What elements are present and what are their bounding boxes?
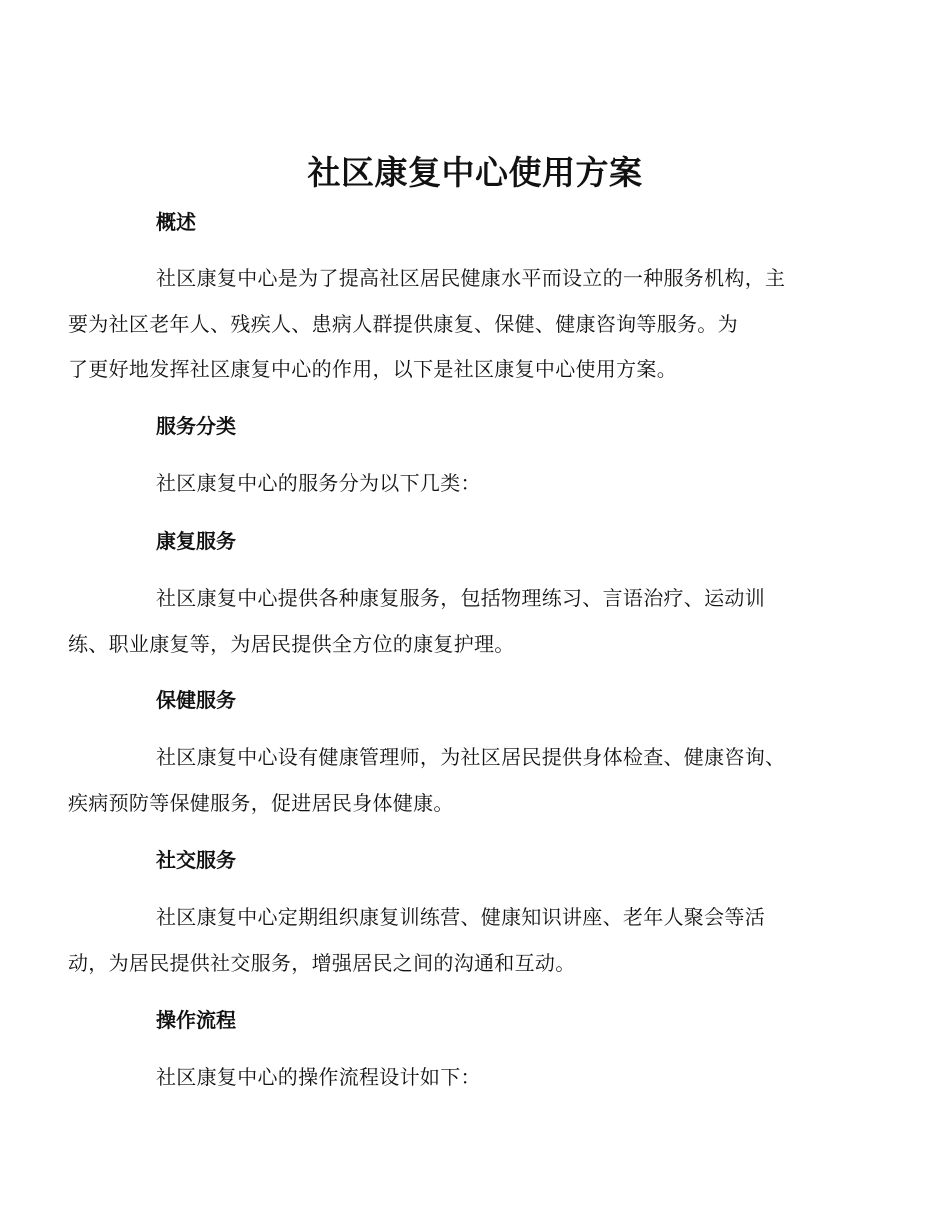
section-heading-rehab-service: 康复服务 bbox=[156, 529, 236, 553]
section-paragraph-overview bbox=[68, 256, 832, 393]
section-heading-social-service: 社交服务 bbox=[156, 848, 236, 872]
paragraph-line: 社区康复中心定期组织康复训练营、健康知识讲座、老年人聚会等活 bbox=[156, 905, 765, 929]
section-heading-health-care-service: 保健服务 bbox=[156, 688, 236, 712]
paragraph-line: 动，为居民提供社交服务，增强居民之间的沟通和互动。 bbox=[68, 950, 576, 975]
paragraph-line: 社区康复中心设有健康管理师，为社区居民提供身体检查、健康咨询、 bbox=[156, 745, 786, 769]
paragraph-line: 了更好地发挥社区康复中心的作用，以下是社区康复中心使用方案。 bbox=[68, 357, 677, 381]
section-paragraph-rehab-service bbox=[68, 576, 832, 667]
paragraph-line: 要为社区老年人、残疾人、患病人群提供康复、保健、健康咨询等服务。为 bbox=[68, 311, 738, 336]
section-paragraph-health-care-service bbox=[68, 735, 832, 826]
section-paragraph-service-categories bbox=[112, 461, 832, 507]
section-heading-overview: 概述 bbox=[156, 210, 196, 234]
paragraph-line: 社区康复中心是为了提高社区居民健康水平而设立的一种服务机构，主 bbox=[156, 266, 786, 290]
paragraph-line: 社区康复中心提供各种康复服务，包括物理练习、言语治疗、运动训 bbox=[156, 586, 765, 610]
section-paragraph-operation-process bbox=[112, 1055, 832, 1101]
document-title: 社区康复中心使用方案 bbox=[307, 153, 643, 192]
section-paragraph-social-service bbox=[68, 895, 832, 986]
paragraph-line: 社区康复中心的操作流程设计如下： bbox=[156, 1065, 481, 1089]
paragraph-line: 练、职业康复等，为居民提供全方位的康复护理。 bbox=[68, 631, 515, 656]
section-heading-operation-process: 操作流程 bbox=[156, 1008, 236, 1032]
paragraph-line: 疾病预防等保健服务，促进居民身体健康。 bbox=[68, 790, 454, 815]
paragraph-line: 社区康复中心的服务分为以下几类： bbox=[156, 471, 481, 495]
section-heading-service-categories: 服务分类 bbox=[156, 414, 236, 438]
